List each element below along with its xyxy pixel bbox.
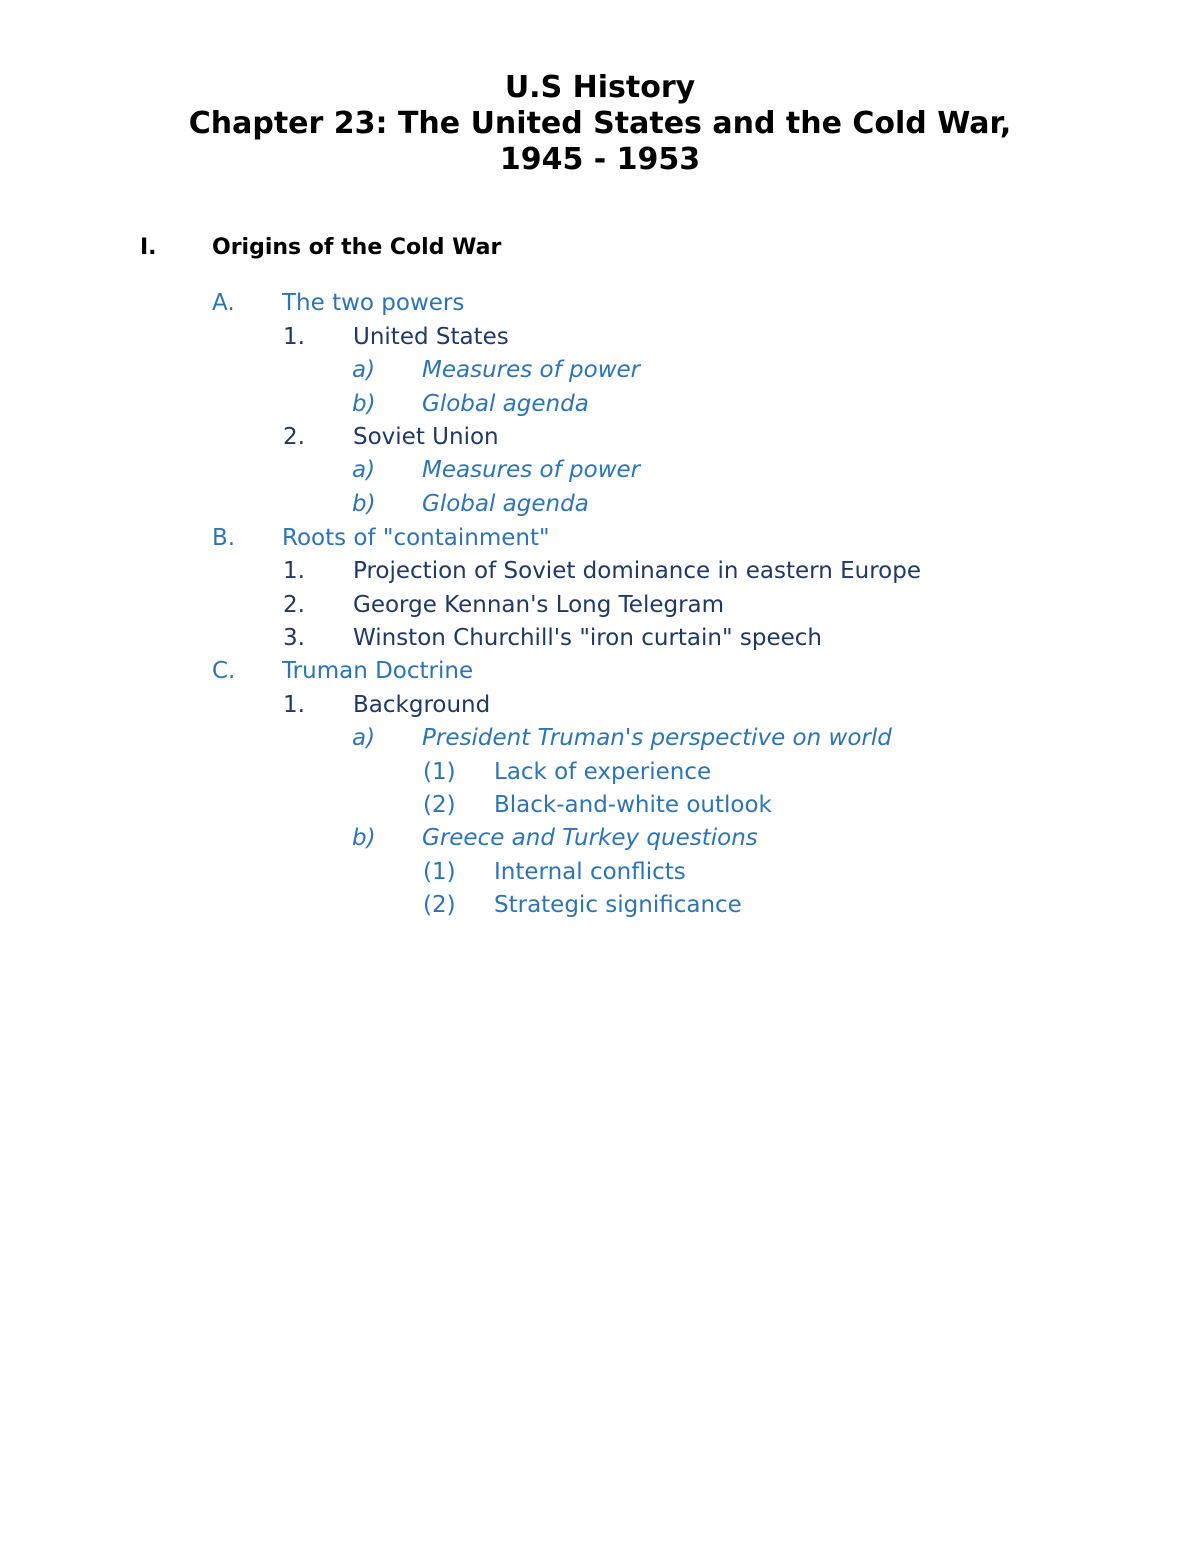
outline-text: Measures of power	[422, 457, 641, 483]
outline-marker: I.	[140, 235, 157, 260]
outline-marker: 3.	[283, 625, 305, 651]
outline-text: Projection of Soviet dominance in eastern Europe	[353, 558, 921, 584]
outline-text: Roots of "containment"	[282, 525, 550, 551]
outline-marker: 2.	[283, 424, 305, 450]
outline-marker: a)	[352, 725, 376, 751]
outline-marker: (2)	[423, 792, 456, 818]
title-line-2: Chapter 23: The United States and the Cold War,	[188, 106, 1012, 141]
outline-marker: C.	[212, 658, 236, 684]
outline-text: Origins of the Cold War	[212, 235, 502, 260]
outline-marker: 2.	[283, 592, 305, 618]
outline-text: George Kennan's Long Telegram	[353, 592, 725, 618]
title-line-3: 1945 - 1953	[499, 142, 701, 177]
outline-text: Soviet Union	[353, 424, 499, 450]
outline-text: Global agenda	[422, 391, 589, 417]
outline-marker: b)	[352, 491, 376, 517]
title-line-1: U.S History	[504, 70, 696, 105]
outline-text: Background	[353, 692, 491, 718]
outline-marker: b)	[352, 391, 376, 417]
outline-marker: a)	[352, 457, 376, 483]
outline-text: Black-and-white outlook	[494, 792, 772, 818]
outline-marker: b)	[352, 825, 376, 851]
outline-marker: (2)	[423, 892, 456, 918]
outline-marker: 1.	[283, 558, 305, 584]
outline-text: Lack of experience	[494, 759, 712, 785]
outline-marker: A.	[212, 290, 235, 316]
outline-marker: 1.	[283, 692, 305, 718]
outline-text: President Truman's perspective on world	[422, 725, 892, 751]
outline-marker: a)	[352, 357, 376, 383]
outline-text: Winston Churchill's "iron curtain" speech	[353, 625, 822, 651]
outline-marker: (1)	[423, 859, 456, 885]
outline-text: Greece and Turkey questions	[422, 825, 758, 851]
outline-text: Strategic significance	[494, 892, 742, 918]
outline-marker: 1.	[283, 324, 305, 350]
outline-marker: B.	[212, 525, 236, 551]
outline-text: Internal conflicts	[494, 859, 686, 885]
outline-text: United States	[353, 324, 509, 350]
outline-text: Truman Doctrine	[282, 658, 474, 684]
outline-text: The two powers	[282, 290, 465, 316]
outline-marker: (1)	[423, 759, 456, 785]
document-title	[0, 70, 1200, 178]
outline-text: Global agenda	[422, 491, 589, 517]
outline-text: Measures of power	[422, 357, 641, 383]
